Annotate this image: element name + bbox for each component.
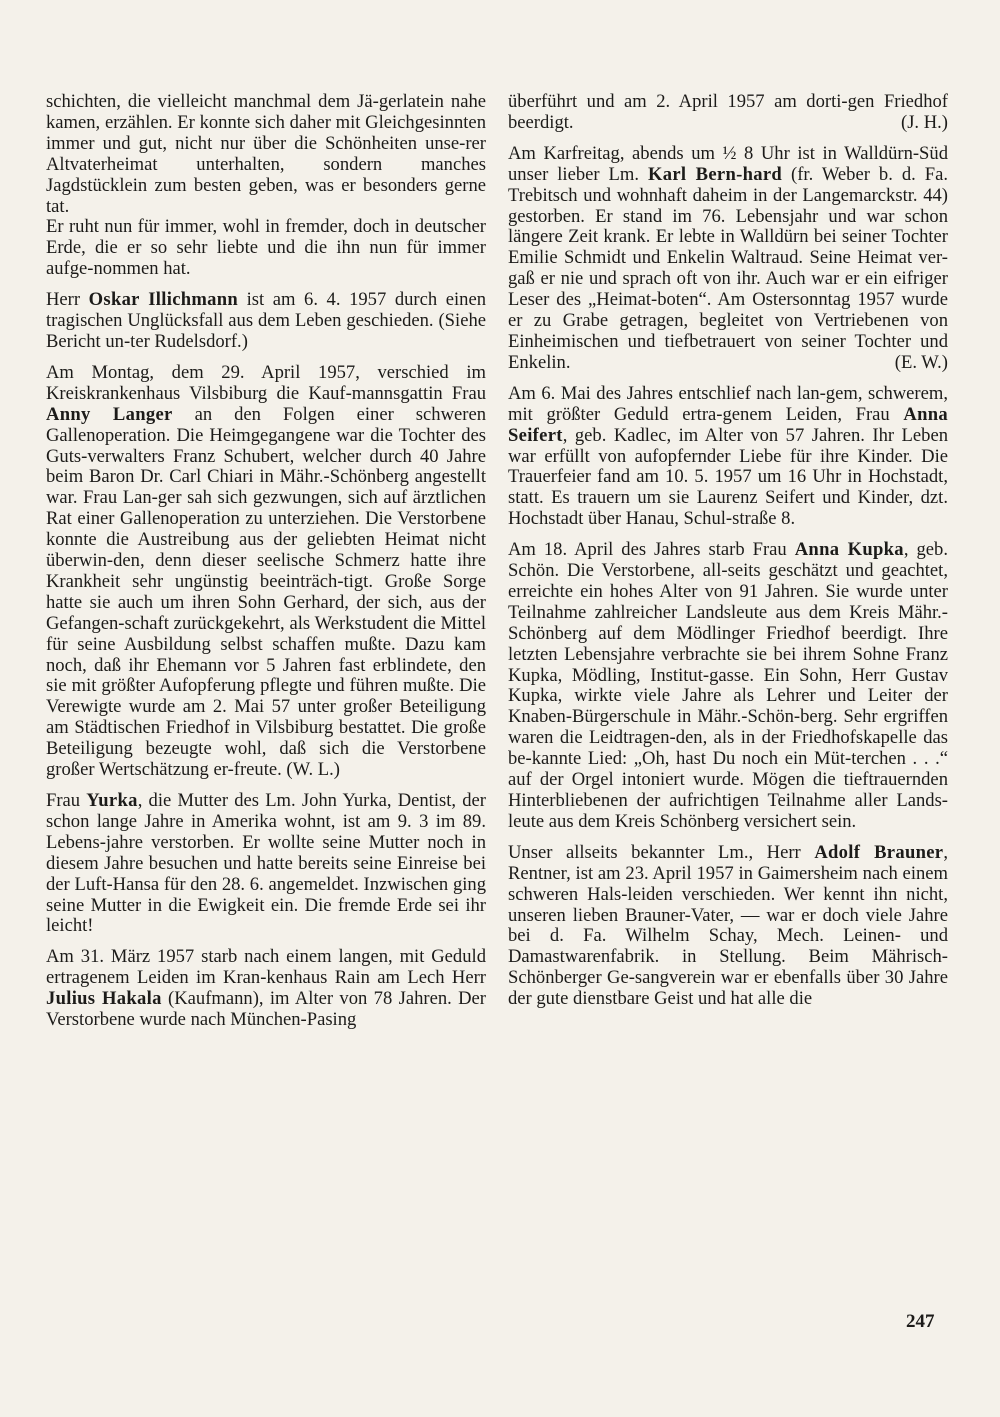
paragraph — [46, 947, 486, 1031]
text-run: Am 31. März 1957 starb nach einem langen, mit Geduld ertragenem Leiden im Kran-kenhaus Rain am Lech Herr — [46, 946, 486, 989]
text-run: überführt und am 2. April 1957 am dorti-gen Friedhof beerdigt. — [508, 91, 948, 133]
text-run: Er ruht nun für immer, wohl in fremder, doch in deutscher Erde, die er so sehr liebte und die ihn nun für immer aufge-nommen hat. — [46, 216, 486, 280]
person-name: Anny Langer — [46, 403, 173, 425]
person-name: Julius Hakala — [46, 988, 162, 1010]
person-name: Oskar Illichmann — [88, 289, 239, 311]
text-run: , geb. Schön. Die Verstorbene, all-seits geschätzt und geachtet, erreichte ein hohes Alter von 91 Jahren. Sie wurde unter Teilnahme zahlreicher Landsleute aus dem Kreis Mähr.-Schönberg auf dem Mödlinger Friedhof beerdigt. Ihre letzten Lebensjahre verbrachte sie bei ihrem Sohne Franz Kupka, Mödling, Institut-gasse. Ein Sohn, Herr Gustav Kupka, wirkte viele Jahre als Lehrer und Leiter der Knaben-Bürgerschule in Mähr.-Schön-berg. Sehr ergriffen waren die Leidtragen-den, als in der Friedhofskapelle das be-kannte Lied: „Oh, hast Du noch ein Müt-terchen . . .“ auf der Orgel intoniert wurde. Mögen die tieftrauernden Hinterbliebenen der aufrichtigen Teilnahme aller Lands-leute aus dem Kreis Schönberg versichert sein. — [508, 539, 948, 832]
person-name: Adolf Brauner — [814, 841, 944, 863]
text-run: (Kaufmann), im Alter von 78 Jahren. Der Verstorbene wurde nach München-Pasing — [46, 988, 486, 1031]
text-run: Herr — [46, 289, 89, 311]
text-run: (fr. Weber b. d. Fa. Trebitsch und wohnhaft daheim in der Langemarckstr. 44) gestorben. Er stand im 76. Lebensjahr und war schon längere Zeit krank. Er lebte in Walldürn bei seiner Tochter Emilie Schmidt und Enkelin Waltraud. Seine Heimat ver-gaß er nie und sprach oft von ihr. Auch war er ein eifriger Leser des „Heimat-boten“. Am Ostersonntag 1957 wurde er zu Grabe getragen, begleitet von Vertriebenen von Einheimischen und tiefbetrauert von seiner Tochter und Enkelin. — [508, 163, 948, 373]
paragraph — [508, 540, 948, 833]
person-name: Anna Seifert — [508, 403, 948, 446]
paragraph — [508, 92, 948, 134]
author-initials: (E. W.) — [894, 351, 948, 373]
right-column — [508, 92, 948, 1010]
text-run: Am Karfreitag, abends um ½ 8 Uhr ist in Walldürn-Süd unser lieber Lm. — [508, 142, 948, 185]
paragraph — [508, 144, 948, 374]
author-initials: (J. H.) — [901, 111, 948, 133]
text-run: , Rentner, ist am 23. April 1957 in Gaimersheim nach einem schweren Hals-leiden verschieden. Wer kennt ihn nicht, unseren lieben Brauner-Vater, — war er doch viele Jahre bei d. Fa. Wilhelm Schay, Mech. Leinen- und Damastwarenfabrik. in Stellung. Beim Mährisch-Schönberger Ge-sangverein war er ebenfalls über 30 Jahre der gute dienstbare Geist und hat alle die — [508, 841, 948, 1010]
paragraph — [46, 791, 486, 937]
paragraph — [46, 363, 486, 781]
text-run: , geb. Kadlec, im Alter von 57 Jahren. Ihr Leben war erfüllt von aufopfernder Liebe für ihre Kinder. Die Trauerfeier fand am 10. 5. 1957 um 16 Uhr in Hochstadt, statt. Es trauern um sie Laurenz Seifert und Kinder, dzt. Hochstadt über Hanau, Schul-straße 8. — [508, 424, 948, 530]
text-run: Am 18. April des Jahres starb Frau — [508, 539, 795, 561]
text-run: schichten, die vielleicht manchmal dem Jä-gerlatein nahe kamen, erzählen. Er konnte sich daher mit Gleichgesinnten immer und gut, nicht nur über die Schönheiten unse-rer Altvaterheimat unterhalten, sondern manches Jagdstücklein zum besten geben, was er besonders gerne tat. — [46, 91, 486, 217]
person-name: Yurka — [86, 790, 138, 811]
text-run: ist am 6. 4. 1957 durch einen tragischen Unglücksfall aus dem Leben geschieden. (Siehe Bericht un-ter Rudelsdorf.) — [46, 289, 486, 352]
paragraph — [46, 217, 486, 280]
paragraph — [46, 290, 486, 353]
text-run: Am Montag, dem 29. April 1957, verschied im Kreiskrankenhaus Vilsbiburg die Kauf-mannsgattin Frau — [46, 361, 486, 404]
text-run: , die Mutter des Lm. John Yurka, Dentist, der schon lange Jahre in Amerika wohnt, ist am 9. 3 im 89. Lebens-jahre verstorben. Er wollte seine Mutter noch in diesem Jahre besuchen und hatte bereits seine Einreise bei der Luft-Hansa für den 28. 6. angemeldet. Inzwischen ging seine Mutter in die Ewigkeit ein. Die fremde Erde sei ihr leicht! — [46, 790, 486, 937]
left-column — [46, 92, 486, 1031]
person-name: Karl Bern-hard — [648, 163, 783, 185]
text-run: Unser allseits bekannter Lm., Herr — [508, 841, 815, 863]
paragraph — [508, 384, 948, 530]
page-number: 247 — [906, 1311, 935, 1332]
text-run: Am 6. Mai des Jahres entschlief nach lan-gem, schwerem, mit größter Geduld ertra-genem Leiden, Frau — [508, 382, 948, 425]
text-run: Frau — [46, 790, 87, 811]
text-run: an den Folgen einer schweren Gallenoperation. Die Heimgegangene war die Tochter des Guts-verwalters Franz Schubert, welcher durch 40 Jahre beim Baron Dr. Carl Chiari in Mähr.-Schönberg angestellt war. Frau Lan-ger sah sich gezwungen, sich auf ärztlichen Rat einer Gallenoperation zu unterziehen. Die Verstorbene konnte die Austreibung aus der geliebten Heimat nicht überwin-den, denn dieser seelische Schmerz hatte ihre Krankheit sehr ungünstig beeinträch-tigt. Große Sorge hatte sie auch um ihren Sohn Gerhard, der sich, aus der Gefangen-schaft zurückgekehrt, als Werkstudent die Mittel für seine Ausbildung selbst schaffen mußte. Dazu kam noch, daß ihr Ehemann vor 5 Jahren fast erblindete, den sie mit größter Aufopferung pflegte und führen mußte. Die Verewigte wurde am 2. Mai 57 unter großer Beteiligung am Städtischen Friedhof in Vilsbiburg bestattet. Die große Beteiligung bezeugte wohl, daß sich die Verstorbene großer Wertschätzung er-freute. (W. L.) — [46, 403, 486, 781]
paragraph — [46, 92, 486, 217]
paragraph — [508, 843, 948, 1010]
person-name: Anna Kupka — [794, 539, 904, 561]
